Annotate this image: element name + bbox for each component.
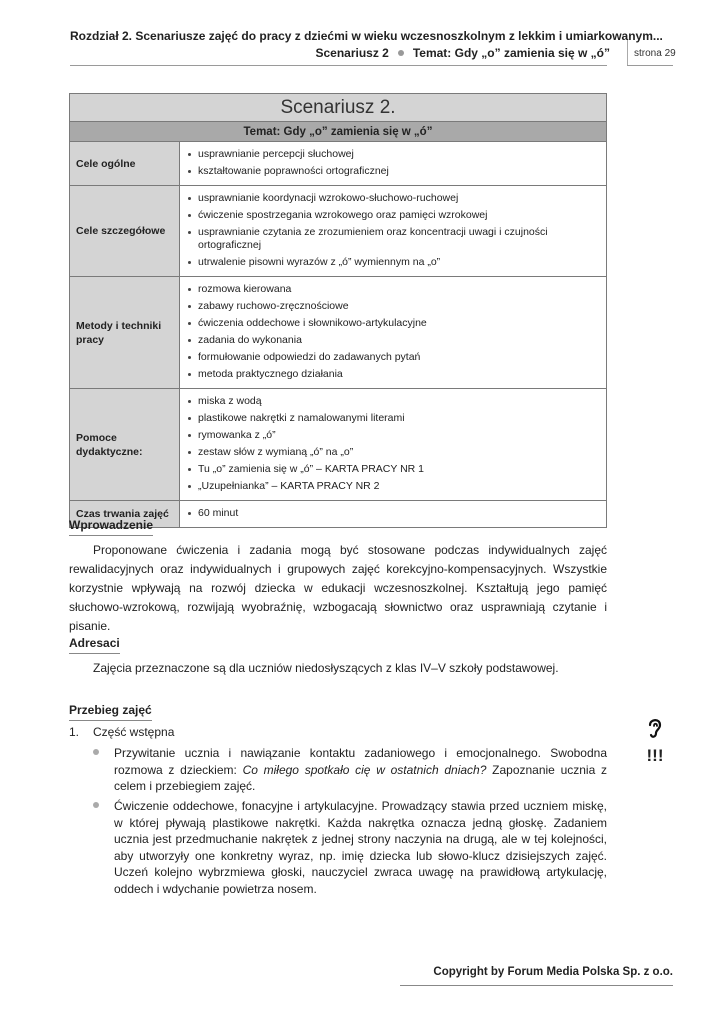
list-item: usprawnianie koordynacji wzrokowo-słuchowo-ruchowej xyxy=(188,192,600,205)
list-item: rymowanka z „ó” xyxy=(188,429,600,442)
list-item: rozmowa kierowana xyxy=(188,283,600,296)
table-topic: Temat: Gdy „o” zamienia się w „ó” xyxy=(70,122,607,142)
intro-heading: Wprowadzenie xyxy=(69,518,153,536)
list-item: zabawy ruchowo-zręcznościowe xyxy=(188,300,600,313)
bullet-greeting-question: Co miłego spotkało cię w ostatnich dniach? xyxy=(242,762,487,777)
table-title: Scenariusz 2. xyxy=(70,94,607,122)
row-label: Czas trwania zajęć xyxy=(70,501,180,528)
footer-rule xyxy=(400,985,673,986)
scenario-header xyxy=(70,46,610,60)
page-number: strona 29 xyxy=(634,48,676,59)
list-item: ćwiczenia oddechowe i słownikowo-artykulacyjne xyxy=(188,317,600,330)
scenario-table xyxy=(69,93,607,528)
row-label: Pomoce dydaktyczne: xyxy=(70,389,180,501)
ear-icon xyxy=(646,716,664,740)
step-label: Część wstępna xyxy=(93,725,175,739)
bullet-greeting-text: Przywitanie ucznia i nawiązanie kontaktu zadaniowego i emocjonalnego. Swobodna rozmowa z dzieckiem: xyxy=(114,746,607,777)
step-number: 1. xyxy=(69,725,80,739)
list-item: usprawnianie percepcji słuchowej xyxy=(188,148,600,161)
row-label: Metody i techniki pracy xyxy=(70,277,180,389)
header-divider xyxy=(627,40,628,65)
table-row xyxy=(70,142,607,186)
margin-icons xyxy=(645,716,665,765)
list-item: ćwiczenie spostrzegania wzrokowego oraz pamięci wzrokowej xyxy=(188,209,600,222)
list-item: miska z wodą xyxy=(188,395,600,408)
list-item: zestaw słów z wymianą „ó” na „o” xyxy=(188,446,600,459)
list-item: zadania do wykonania xyxy=(188,334,600,347)
alert-marks: !!! xyxy=(646,746,664,765)
list-item: „Uzupełnianka” – KARTA PRACY NR 2 xyxy=(188,480,600,493)
table-row xyxy=(70,186,607,277)
row-label: Cele ogólne xyxy=(70,142,180,186)
scenario-label: Scenariusz 2 xyxy=(315,46,389,60)
list-item: kształtowanie poprawności ortograficznej xyxy=(188,165,600,178)
list-item: 60 minut xyxy=(188,507,600,520)
row-label: Cele szczegółowe xyxy=(70,186,180,277)
bullet-greeting-text-end: Zapoznanie ucznia z celem i przebiegiem zajęć. xyxy=(114,762,607,793)
table-row xyxy=(70,389,607,501)
copyright: Copyright by Forum Media Polska Sp. z o.o. xyxy=(433,966,673,978)
audience-heading: Adresaci xyxy=(69,636,120,654)
bullet-dot-icon xyxy=(93,802,99,808)
course-heading: Przebieg zajęć xyxy=(69,703,152,721)
topic-label: Temat: Gdy „o” zamienia się w „ó” xyxy=(412,46,610,60)
bullet-greeting xyxy=(114,745,607,795)
bullet-breathing: Ćwiczenie oddechowe, fonacyjne i artykulacyjne. Prowadzący stawia przed uczniem miskę, w której pływają plastikowe nakrętki. Każda nakrętka oznacza jedną głoskę. Zadaniem ucznia jest przedmuchanie nakrętek z jednej strony naczynia na drugą, ale w tej kolejności, aby utworzyły one konkretny wyraz, np. imię dziecka lub słowo-klucz dzisiejszych zajęć. Uczeń kolejno wybrzmiewa głoski, nauczyciel zwraca uwagę na prawidłową artykulację, oddech i wdychanie powietrza nosem. xyxy=(114,799,607,896)
list-item: Tu „o” zamienia się w „ó” – KARTA PRACY NR 1 xyxy=(188,463,600,476)
list-item: usprawnianie czytania ze zrozumieniem oraz koncentracji uwagi i czujności ortograficznej xyxy=(188,226,600,252)
list-item: utrwalenie pisowni wyrazów z „ó” wymiennym na „o” xyxy=(188,256,600,269)
intro-text: Proponowane ćwiczenia i zadania mogą być stosowane podczas indywidualnych zajęć rewalidacyjnych oraz indywidualnych i grupowych zajęć korekcyjno-kompensacyjnych. Wszystkie korzystnie wpływają na rozwój dziecka w edukacji wczesnoszkolnej. Kształtują jego pamięć słuchowo-wzrokową, rozwijają wyobraźnię, wzbogacają słownictwo oraz usprawniają czytanie i pisanie. xyxy=(69,543,607,633)
list-item: plastikowe nakrętki z namalowanymi literami xyxy=(188,412,600,425)
list-item: metoda praktycznego działania xyxy=(188,368,600,381)
list-item: formułowanie odpowiedzi do zadawanych pytań xyxy=(188,351,600,364)
header-rule-right xyxy=(627,65,673,66)
table-row xyxy=(70,277,607,389)
bullet-dot-icon xyxy=(93,749,99,755)
bullet-dot-icon xyxy=(398,50,404,56)
chapter-title: Rozdział 2. Scenariusze zajęć do pracy z dziećmi w wieku wczesnoszkolnym z lekkim i umiarkowanym... xyxy=(70,29,663,43)
audience-text: Zajęcia przeznaczone są dla uczniów niedosłyszących z klas IV–V szkoły podstawowej. xyxy=(93,661,559,675)
header-rule xyxy=(70,65,607,66)
